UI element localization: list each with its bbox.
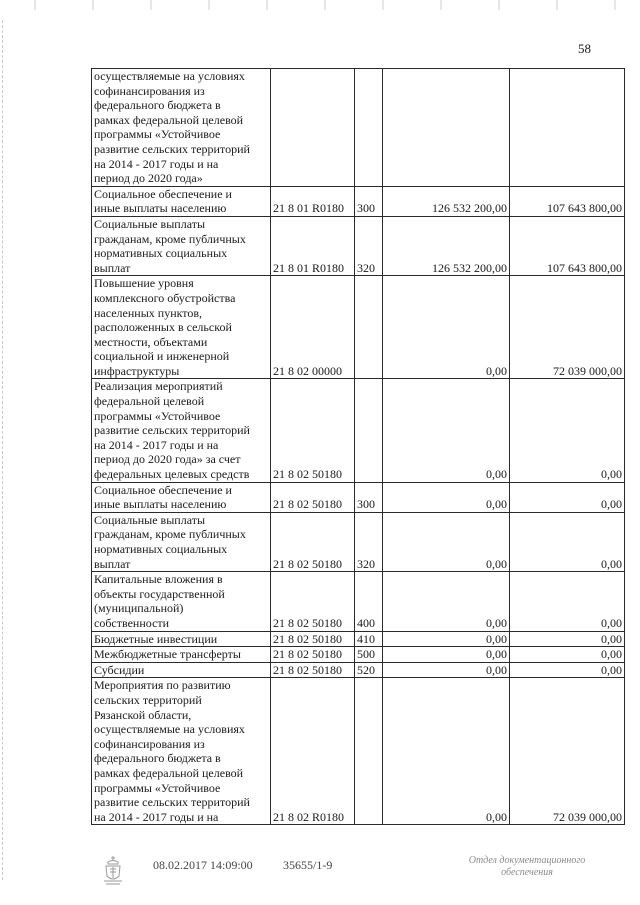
page-number: 58	[578, 41, 591, 56]
cell-code: 21 8 02 R0180	[271, 678, 355, 825]
table-row	[92, 276, 625, 379]
cell-name	[92, 572, 271, 631]
cell-amount-2018: 0,00	[510, 631, 625, 647]
cell-code: 21 8 02 50180	[271, 512, 355, 571]
cell-name	[92, 276, 271, 379]
footer-stamp-line: Отдел документационного	[468, 855, 586, 866]
cell-code	[271, 69, 355, 187]
cell-name-line: на 2014 - 2017 годы и на	[94, 437, 219, 452]
table-row	[92, 572, 625, 631]
cell-amount-2018: 72 039 000,00	[510, 276, 625, 379]
cell-name	[92, 647, 271, 663]
cell-name-line: гражданам, кроме публичных	[94, 231, 246, 246]
cell-amount-2017: 126 532 200,00	[383, 216, 510, 275]
cell-name-line: Мероприятия по развитию	[94, 678, 231, 693]
cell-amount-2017: 0,00	[383, 512, 510, 571]
table-row	[92, 678, 625, 825]
cell-name-line: иные выплаты населению	[94, 201, 227, 216]
cell-name-line: населенных пунктов,	[94, 305, 203, 320]
cell-name-line: выплат	[94, 260, 131, 275]
cell-expense-type	[355, 69, 383, 187]
cell-amount-2018: 0,00	[510, 482, 625, 512]
cell-name-line: на 2014 - 2017 годы и на	[94, 809, 219, 824]
cell-code: 21 8 02 50180	[271, 647, 355, 663]
cell-name-line: развитие сельских территорий	[94, 141, 250, 156]
cell-name-line: федерального бюджета в	[94, 751, 221, 766]
cell-amount-2017: 0,00	[383, 379, 510, 482]
cell-name-line: развитие сельских территорий	[94, 423, 250, 438]
cell-amount-2017: 0,00	[383, 631, 510, 647]
cell-expense-type: 500	[355, 647, 383, 663]
cell-expense-type	[355, 678, 383, 825]
cell-expense-type: 410	[355, 631, 383, 647]
table-row	[92, 512, 625, 571]
cell-name	[92, 379, 271, 482]
cell-expense-type	[355, 379, 383, 482]
cell-amount-2018: 107 643 800,00	[510, 216, 625, 275]
cell-amount-2018	[510, 69, 625, 187]
cell-amount-2018: 0,00	[510, 512, 625, 571]
cell-name	[92, 186, 271, 216]
cell-amount-2018: 0,00	[510, 572, 625, 631]
table-row	[92, 186, 625, 216]
cell-name-line: софинансирования из	[94, 83, 205, 98]
cell-name-line: развитие сельских территорий	[94, 795, 250, 810]
cell-name	[92, 512, 271, 571]
cell-name-line: комплексного обустройства	[94, 290, 236, 305]
footer-stamp	[452, 855, 602, 879]
cell-amount-2018: 72 039 000,00	[510, 678, 625, 825]
cell-amount-2018: 0,00	[510, 379, 625, 482]
cell-code: 21 8 02 50180	[271, 379, 355, 482]
cell-name	[92, 216, 271, 275]
table-row	[92, 647, 625, 663]
cell-name-line: осуществляемые на условиях	[94, 69, 245, 83]
scan-edge-top	[0, 0, 640, 10]
cell-code: 21 8 02 00000	[271, 276, 355, 379]
cell-name-line: рамках федеральной целевой	[94, 112, 244, 127]
table-row	[92, 662, 625, 678]
cell-name-line: период до 2020 года» за счет	[94, 452, 241, 467]
cell-name-line: гражданам, кроме публичных	[94, 527, 246, 542]
cell-name-line: федеральной целевой	[94, 394, 205, 409]
cell-expense-type: 520	[355, 662, 383, 678]
cell-name-line: Социальное обеспечение и	[94, 482, 232, 497]
cell-expense-type: 300	[355, 186, 383, 216]
cell-name-line: федеральных целевых средств	[94, 467, 250, 482]
cell-expense-type: 300	[355, 482, 383, 512]
cell-name-line: иные выплаты населению	[94, 497, 227, 512]
cell-name	[92, 631, 271, 647]
cell-name-line: Капитальные вложения в	[94, 572, 223, 587]
cell-name-line: Межбюджетные трансферты	[94, 647, 241, 662]
cell-amount-2017: 0,00	[383, 662, 510, 678]
cell-name-line: Субсидии	[94, 662, 145, 677]
cell-name-line: нормативных социальных	[94, 246, 228, 261]
cell-name	[92, 482, 271, 512]
cell-name	[92, 662, 271, 678]
footer-datetime: 08.02.2017 14:09:00	[153, 858, 253, 872]
cell-name-line: осуществляемые на условиях	[94, 722, 245, 737]
cell-name-line: программы «Устойчивое	[94, 127, 221, 142]
cell-expense-type: 320	[355, 512, 383, 571]
table-row	[92, 69, 625, 187]
cell-name-line: Социальные выплаты	[94, 512, 206, 527]
cell-name-line: собственности	[94, 615, 170, 630]
scan-edge-left	[2, 20, 5, 880]
table-row	[92, 379, 625, 482]
coat-of-arms-logo	[101, 854, 125, 886]
cell-name-line: сельских территорий	[94, 692, 202, 707]
cell-name	[92, 69, 271, 187]
cell-amount-2017: 126 532 200,00	[383, 186, 510, 216]
cell-code: 21 8 02 50180	[271, 572, 355, 631]
cell-amount-2017: 0,00	[383, 482, 510, 512]
table-row	[92, 631, 625, 647]
cell-name-line: социальной и инженерной	[94, 349, 230, 364]
cell-name-line: программы «Устойчивое	[94, 408, 221, 423]
cell-expense-type	[355, 276, 383, 379]
cell-name	[92, 678, 271, 825]
cell-amount-2017: 0,00	[383, 572, 510, 631]
cell-name-line: (муниципальной)	[94, 601, 184, 616]
cell-amount-2018: 0,00	[510, 647, 625, 663]
cell-amount-2017: 0,00	[383, 276, 510, 379]
cell-amount-2018: 0,00	[510, 662, 625, 678]
cell-name-line: Реализация мероприятий	[94, 379, 223, 394]
cell-name-line: инфраструктуры	[94, 363, 180, 378]
cell-name-line: на 2014 - 2017 годы и на	[94, 156, 219, 171]
cell-amount-2018: 107 643 800,00	[510, 186, 625, 216]
table-row	[92, 482, 625, 512]
cell-amount-2017: 0,00	[383, 678, 510, 825]
cell-name-line: период до 2020 года»	[94, 171, 203, 186]
cell-name-line: программы «Устойчивое	[94, 780, 221, 795]
cell-amount-2017	[383, 69, 510, 187]
cell-name-line: Бюджетные инвестиции	[94, 631, 218, 646]
footer-stamp-line: обеспечения	[501, 867, 553, 878]
footer-doc-number: 35655/1-9	[283, 858, 333, 872]
cell-code: 21 8 01 R0180	[271, 186, 355, 216]
cell-name-line: Повышение уровня	[94, 276, 194, 291]
cell-name-line: Социальные выплаты	[94, 216, 206, 231]
cell-code: 21 8 02 50180	[271, 482, 355, 512]
cell-name-line: выплат	[94, 556, 131, 571]
cell-code: 21 8 01 R0180	[271, 216, 355, 275]
cell-name-line: Социальное обеспечение и	[94, 186, 232, 201]
cell-name-line: Рязанской области,	[94, 707, 192, 722]
budget-table	[91, 68, 625, 825]
cell-code: 21 8 02 50180	[271, 631, 355, 647]
cell-name-line: софинансирования из	[94, 736, 205, 751]
cell-expense-type: 400	[355, 572, 383, 631]
cell-name-line: местности, объектами	[94, 334, 208, 349]
cell-amount-2017: 0,00	[383, 647, 510, 663]
table-row	[92, 216, 625, 275]
cell-code: 21 8 02 50180	[271, 662, 355, 678]
cell-name-line: федерального бюджета в	[94, 98, 221, 113]
cell-name-line: рамках федеральной целевой	[94, 765, 244, 780]
cell-name-line: расположенных в сельской	[94, 320, 232, 335]
cell-name-line: нормативных социальных	[94, 542, 228, 556]
cell-expense-type: 320	[355, 216, 383, 275]
cell-name-line: объекты государственной	[94, 586, 225, 601]
